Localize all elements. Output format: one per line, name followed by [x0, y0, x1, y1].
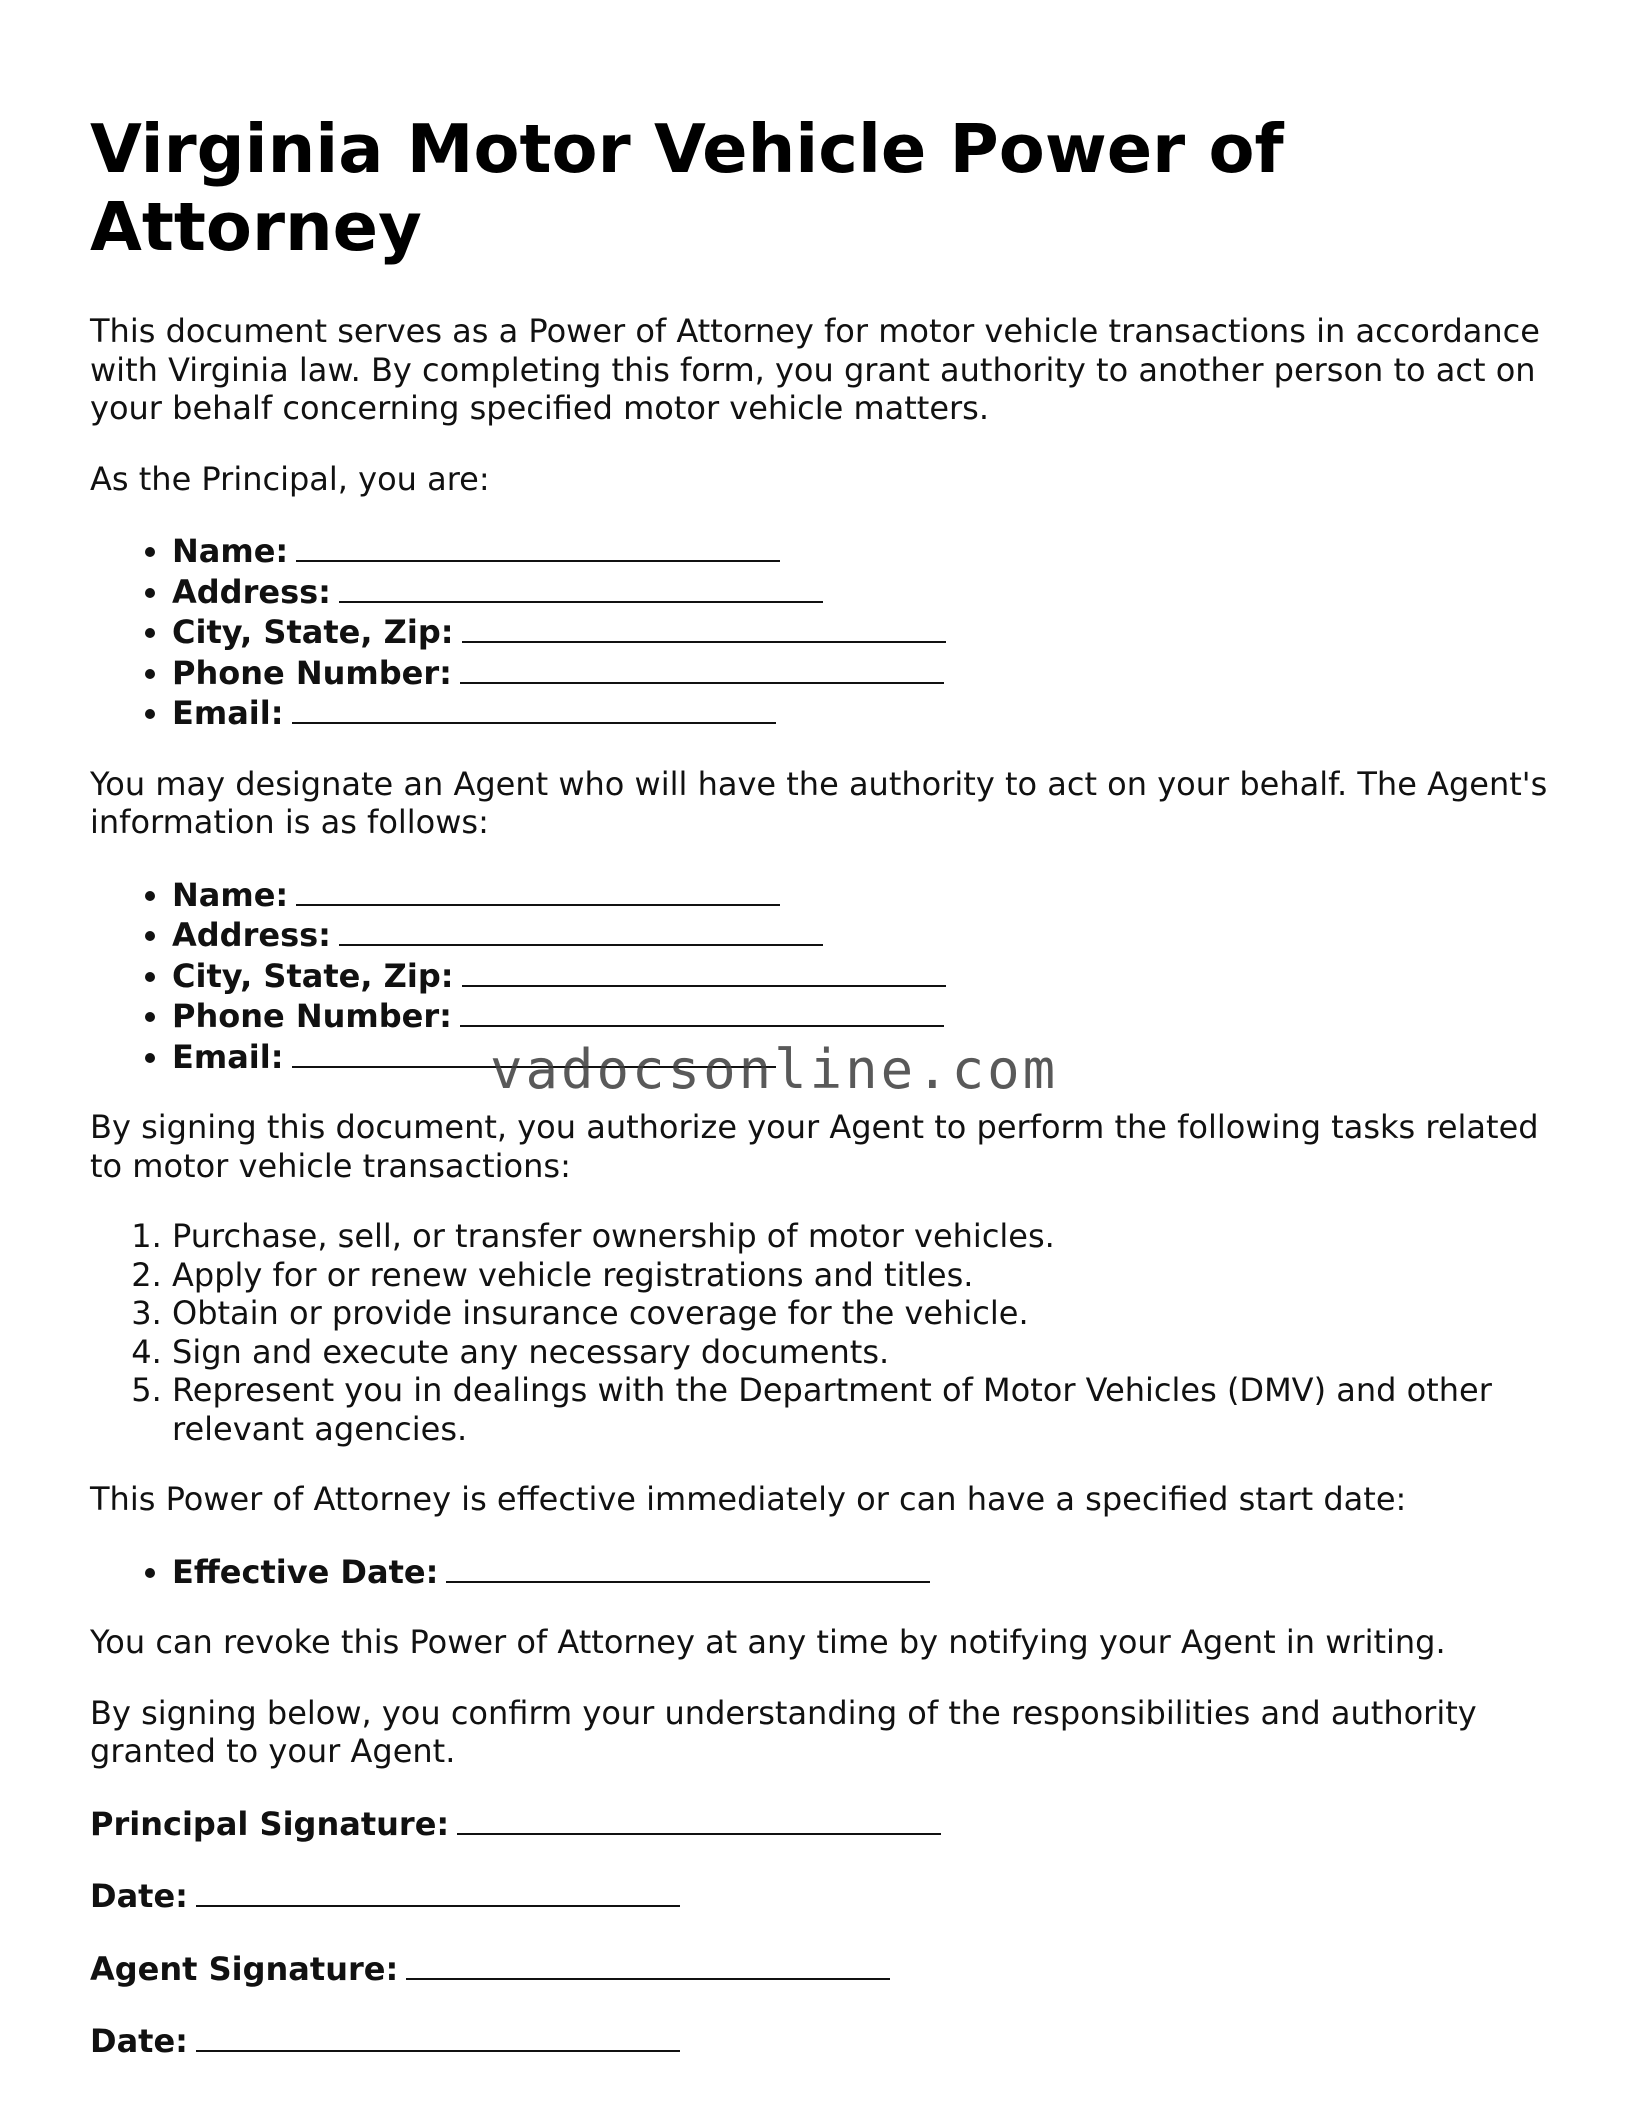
agent-phone-item: [172, 995, 1570, 1036]
field-label: Email:: [172, 1037, 284, 1076]
field-label: Email:: [172, 694, 284, 732]
revoke-paragraph: You can revoke this Power of Attorney at any time by notifying your Agent in writing.: [90, 1623, 1446, 1661]
principal-address-item: [172, 571, 1570, 612]
principal-city-field[interactable]: [462, 611, 946, 643]
effective-date-item: [172, 1551, 1570, 1592]
agent-date-field[interactable]: [196, 2020, 680, 2052]
field-label: Name:: [172, 875, 289, 914]
task-item: 2. Apply for or renew vehicle registrations and titles.: [172, 1256, 1570, 1295]
principal-email-item: [172, 692, 1570, 733]
field-label: Date:: [90, 1877, 188, 1915]
agent-city-item: [172, 955, 1570, 996]
task-item: 5. Represent you in dealings with the Department of Motor Vehicles (DMV) and other relevant agencies.: [172, 1371, 1570, 1448]
intro-paragraph: This document serves as a Power of Attorney for motor vehicle transactions in accordance with Virginia law. By completing this form, you grant authority to another person to act on your behalf concerning specified motor vehicle matters.: [90, 312, 1540, 427]
agent-name-field[interactable]: [296, 874, 780, 906]
agent-address-item: [172, 914, 1570, 955]
agent-address-field[interactable]: [339, 914, 823, 946]
principal-phone-item: [172, 652, 1570, 693]
agent-signature-field[interactable]: [406, 1948, 890, 1980]
agent-name-item: [172, 874, 1570, 915]
agent-city-field[interactable]: [462, 955, 946, 987]
principal-fields-list: [90, 530, 1570, 733]
agent-signature-line: [90, 1948, 1570, 1989]
principal-intro: As the Principal, you are:: [90, 459, 490, 498]
tasks-list: [90, 1217, 1570, 1448]
principal-date-line: [90, 1875, 1570, 1916]
principal-date-field[interactable]: [196, 1875, 680, 1907]
watermark-text: vadocsonline.com: [490, 1038, 1059, 1101]
task-item: 3. Obtain or provide insurance coverage for the vehicle.: [172, 1294, 1570, 1333]
confirm-paragraph: By signing below, you confirm your understanding of the responsibilities and authority granted to your Agent.: [90, 1693, 1477, 1770]
task-item: 4. Sign and execute any necessary documents.: [172, 1333, 1570, 1372]
field-label: Date:: [90, 2022, 188, 2060]
effective-date-field[interactable]: [446, 1551, 930, 1583]
field-label: Name:: [172, 532, 289, 570]
field-label: Address:: [172, 572, 331, 611]
principal-name-field[interactable]: [296, 530, 780, 562]
field-label: City, State, Zip:: [172, 613, 454, 651]
document-page: [90, 110, 1570, 2093]
agent-date-line: [90, 2020, 1570, 2061]
agent-intro: You may designate an Agent who will have the authority to act on your behalf. The Agent's information is as follows:: [90, 764, 1548, 841]
principal-phone-field[interactable]: [460, 652, 944, 684]
effective-list: [90, 1551, 1570, 1592]
field-label: Address:: [172, 916, 331, 954]
principal-name-item: [172, 530, 1570, 571]
effective-intro: This Power of Attorney is effective immediately or can have a specified start date:: [90, 1480, 1407, 1518]
field-label: City, State, Zip:: [172, 956, 454, 995]
authorize-intro: By signing this document, you authorize your Agent to perform the following tasks related to motor vehicle transactions:: [90, 1108, 1539, 1185]
principal-signature-field[interactable]: [457, 1803, 941, 1835]
field-label: Phone Number:: [172, 653, 452, 692]
agent-phone-field[interactable]: [460, 995, 944, 1027]
field-label: Phone Number:: [172, 997, 452, 1035]
principal-email-field[interactable]: [292, 692, 776, 724]
principal-signature-line: [90, 1803, 1570, 1844]
field-label: Effective Date:: [172, 1552, 439, 1591]
field-label: Principal Signature:: [90, 1804, 450, 1843]
task-item: 1. Purchase, sell, or transfer ownership of motor vehicles.: [172, 1217, 1570, 1256]
document-title: Virginia Motor Vehicle Power of Attorney: [90, 110, 1284, 266]
field-label: Agent Signature:: [90, 1949, 399, 1988]
principal-address-field[interactable]: [339, 571, 823, 603]
principal-city-item: [172, 611, 1570, 652]
